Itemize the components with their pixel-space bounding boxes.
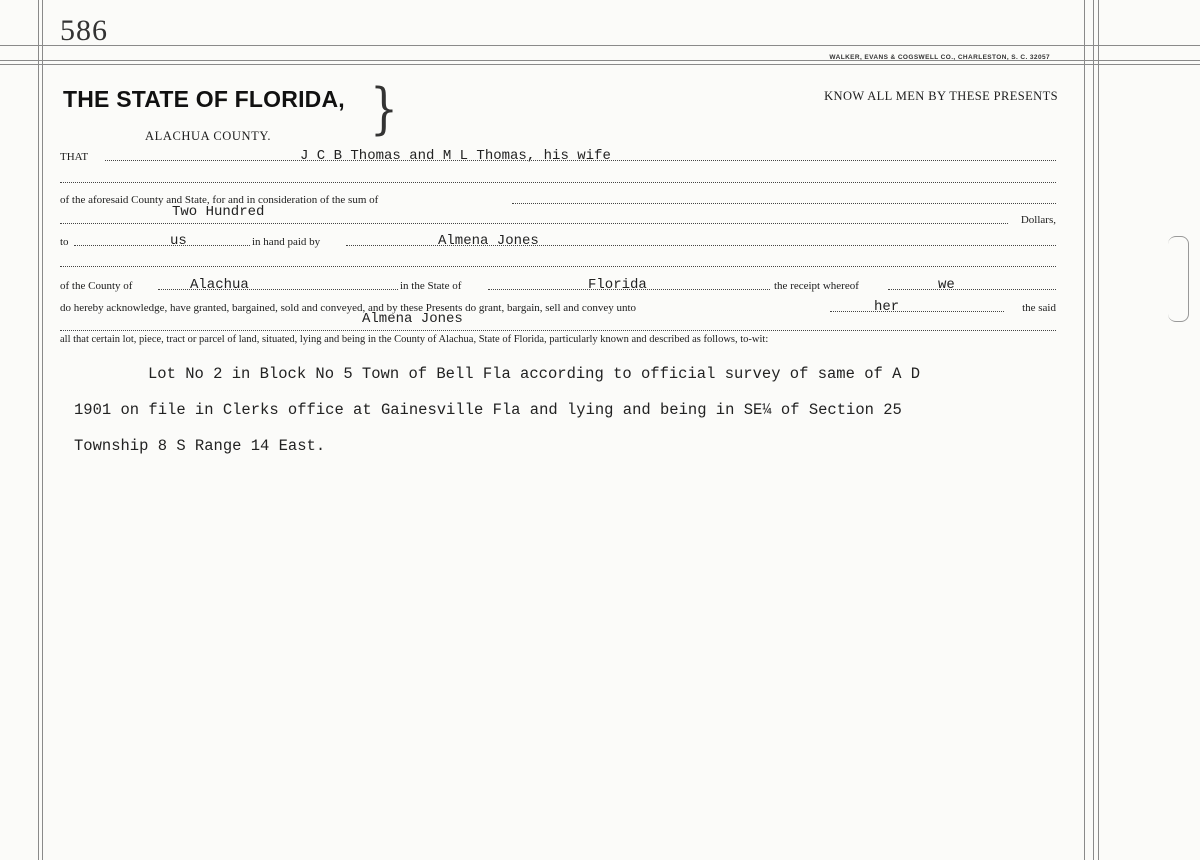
sum-value: Two Hundred	[172, 204, 265, 220]
description-line-2: 1901 on file in Clerks office at Gainesville Fla and lying and being in SE¼ of Section 25	[74, 401, 902, 419]
fill-line	[512, 203, 1056, 204]
receipt-value: we	[938, 277, 955, 293]
dollars-label: Dollars,	[1020, 214, 1056, 226]
payment-row	[60, 230, 1056, 250]
acknowledge-label: do hereby acknowledge, have granted, bargained, sold and conveyed, and by these Presents do grant, bargain, sell and convey unto	[60, 302, 637, 314]
margin-rule	[42, 0, 43, 860]
the-said-label: the said	[1022, 302, 1056, 314]
know-all-heading: KNOW ALL MEN BY THESE PRESENTS	[824, 89, 1058, 103]
binding-hole	[1168, 236, 1189, 322]
consideration-label: of the aforesaid County and State, for and in consideration of the sum of	[60, 194, 379, 206]
paid-to-value: us	[170, 233, 187, 249]
blank-rule	[60, 330, 1056, 331]
printer-credit: WALKER, EVANS & COGSWELL CO., CHARLESTON, S. C. 32057	[829, 54, 1050, 61]
margin-rule	[1084, 0, 1085, 860]
margin-rule	[38, 0, 39, 860]
fill-line	[888, 289, 1056, 290]
grantor-row	[60, 145, 1056, 165]
fill-line	[74, 245, 250, 246]
top-rule	[0, 45, 1200, 46]
grantee-pronoun-value: her	[874, 299, 900, 315]
page-number: 586	[60, 14, 108, 47]
county-of-label: of the County of	[60, 280, 133, 292]
to-label: to	[60, 236, 69, 248]
county-value: Alachua	[190, 277, 249, 293]
that-label: THAT	[60, 151, 89, 163]
fill-line	[60, 223, 1008, 224]
lot-description-label: all that certain lot, piece, tract or parcel of land, situated, lying and being in the County of Alachua, State of Florida, particularly known and described as follows, to-wit:	[60, 334, 769, 345]
sum-row	[60, 204, 1056, 228]
payer-value: Almena Jones	[438, 233, 539, 249]
brace-mark: }	[370, 77, 398, 142]
grantee-name-value: Almena Jones	[362, 311, 463, 327]
description-line-3: Township 8 S Range 14 East.	[74, 437, 326, 455]
fill-line	[830, 311, 1004, 312]
top-rule	[0, 64, 1200, 65]
county-heading: ALACHUA COUNTY.	[145, 129, 272, 143]
paid-by-label: in hand paid by	[252, 236, 321, 248]
margin-rule	[1098, 0, 1099, 860]
grantors-value: J C B Thomas and M L Thomas, his wife	[300, 148, 611, 164]
receipt-label: the receipt whereof	[774, 280, 859, 292]
state-title: THE STATE OF FLORIDA,	[63, 86, 345, 112]
convey-row	[60, 296, 1056, 316]
state-of-label: in the State of	[400, 280, 462, 292]
state-value: Florida	[588, 277, 647, 293]
margin-rule	[1093, 0, 1094, 860]
county-state-row	[60, 274, 1056, 294]
description-line-1: Lot No 2 in Block No 5 Town of Bell Fla according to official survey of same of A D	[148, 365, 921, 383]
blank-rule	[60, 266, 1056, 267]
blank-rule	[60, 182, 1056, 183]
